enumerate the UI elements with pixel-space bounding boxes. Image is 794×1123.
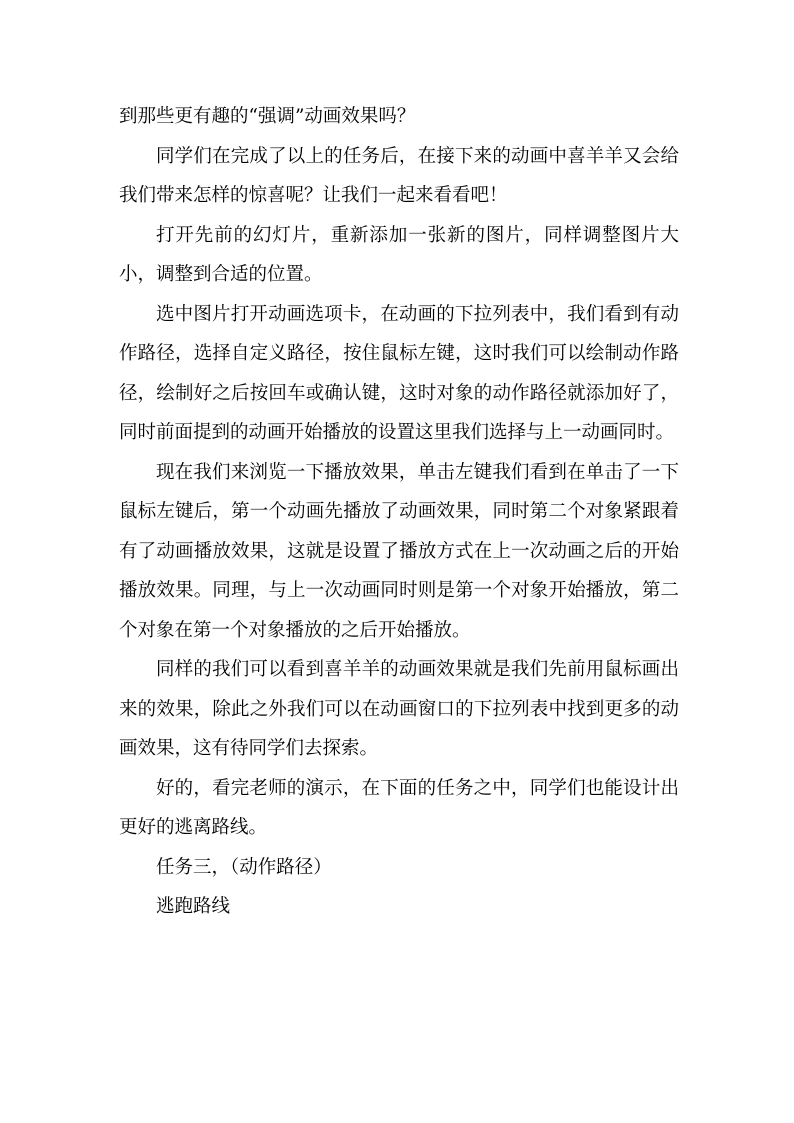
paragraph-motion-path: 选中图片打开动画选项卡，在动画的下拉列表中，我们看到有动作路径，选择自定义路径，按住鼠标左键，这时我们可以绘制动作路径，绘制好之后按回车或确认键，这时对象的动作路径就添加好了，同时前面提到的动画开始播放的设置这里我们选择与上一动画同时。 — [119, 303, 679, 443]
paragraph-more-effects: 同样的我们可以看到喜羊羊的动画效果就是我们先前用鼠标画出来的效果，除此之外我们可以在动画窗口的下拉列表中找到更多的动画效果，这有待同学们去探索。 — [119, 659, 679, 759]
paragraph-escape-route: 逃跑路线 — [156, 896, 231, 917]
paragraph-playback-effect: 现在我们来浏览一下播放效果，单击左键我们看到在单击了一下鼠标左键后，第一个动画先播放了动画效果，同时第二个对象紧跟着有了动画播放效果，这就是设置了播放方式在上一次动画之后的开始播放效果。同理，与上一次动画同时则是第一个对象开始播放，第二个对象在第一个对象播放的之后开始播放。 — [119, 461, 679, 641]
paragraph-task-transition: 同学们在完成了以上的任务后，在接下来的动画中喜羊羊又会给我们带来怎样的惊喜呢？让我们一起来看看吧！ — [119, 145, 679, 206]
paragraph-task-three-heading: 任务三，（动作路径） — [156, 856, 332, 878]
paragraph-demo-conclusion: 好的，看完老师的演示，在下面的任务之中，同学们也能设计出更好的逃离路线。 — [119, 777, 679, 838]
paragraph-add-picture: 打开先前的幻灯片，重新添加一张新的图片，同样调整图片大小，调整到合适的位置。 — [119, 224, 679, 285]
paragraph-continuation: 到那些更有趣的“强调”动画效果吗？ — [119, 106, 416, 127]
document-body — [119, 97, 679, 927]
